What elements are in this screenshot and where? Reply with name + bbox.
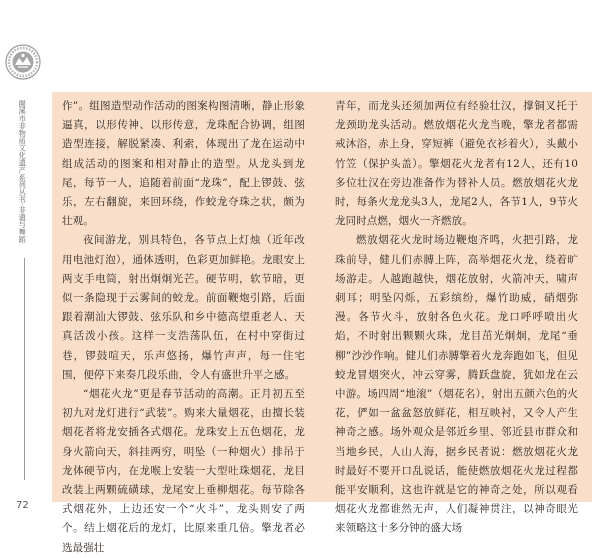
text-panel — [52, 92, 592, 554]
paragraph: 青年，而龙头还须加两位有经验壮汉，撑铜叉托于龙颈助龙头活动。燃放烟花火龙当晚，擎龙者都需戒沐浴，赤上身，穿短裤（避免衣衫着火），头戴小竹笠（保护头盖）。擎烟花火龙者有12人，还有10多位壮汉在旁边准备作为替补人员。燃放烟花火龙时，每条火龙龙头3人，龙尾2人，各节1人，9节火龙同时点燃，烟火一齐燃放。 — [335, 100, 578, 228]
paragraph: 燃放烟花火龙时场边鞭炮齐鸣，火把引路，龙珠前导，健儿们赤膊上阵，高举烟花火龙，绕着旷场游走。人越跑越快，烟花放射，火箭冲天，啸声刺耳；明坠闪烁，五彩缤纷，爆竹助威，硝烟弥漫。各节火斗，放射各色火花。龙口呼呼喷出火焰，不时射出颗颗火珠，龙目茁光炯炯，龙尾“垂柳”沙沙作响。健儿们赤膊擎着火龙奔跑如飞，但见蛟龙冒烟突火，冲云穿雾，腾跃盘旋，犹如龙在云中游。场四周“地滚”（烟花名），射出五颜六色的火花，俨如一盆盆怒放鲜花，相互映衬，又令人产生神奇之感。场外观众是邻近乡里、邻近县市群众和当地乡民，人山人海，据乡民者说：燃放烟花火龙时最好不要开口乱说话，能使燃放烟花火龙过程都能平安顺利，这也许就是它的神奇之处，所以观看烟花火龙都谁然无声，人们凝神贯注，以神奇眼光来领略这十多分钟的盛大场 — [335, 234, 578, 535]
paragraph: 作”。组图造型动作活动的图案构图清晰，静止形象逼真，以形传神、以形传意，龙珠配合协调，组图造型连接，解脱紧凑、利索，体现出了龙在运动中组成活动的图案和相对静止的造型。从龙头到龙尾，每节一人，追随着前面“龙珠”，配上锣鼓、弦乐，左右翻旋，来回环绕，作蛟龙夺珠之状，颇为壮观。 — [62, 100, 305, 228]
left-margin — [0, 0, 48, 544]
paragraph: 夜间游龙，别具特色，各节点上灯烛（近年改用电池灯泡），通体透明，色彩更加鲜艳。龙眼安上两支手电筒，射出炯炯光芒。硬节明，软节暗，更似一条隐现于云雾间的蛟龙。前面鞭炮引路，后面跟着潮汕大锣鼓、弦乐队和乡中德高望重老人、天真活泼小孩。这样一支浩荡队伍，在村中穿街过巷，锣鼓喧天，乐声悠扬，爆竹声声，每一住宅围，便停下来奏几段乐曲，令人有盛世升平之感。 — [62, 234, 305, 381]
right-column — [335, 97, 578, 539]
series-title: 閬溪市非物质文化遗产系列丛书·非遗与舞蹈 — [18, 100, 28, 244]
left-column — [62, 97, 305, 558]
page-number: 72 — [16, 500, 29, 511]
heritage-emblem-icon — [5, 44, 41, 80]
paragraph: “烟花火龙”更是春节活动的高潮。正月初五至初九对龙灯进行“武装”。购来大量烟花，由擅长装烟花者将龙安插各式烟花。龙珠安上五色烟花，龙身火箭向天，斜挂两穷，明坠（一种烟火）排吊于龙体硬节内，在龙喉上安装一大型吐珠烟花，龙目改装上两颗硫磺球，龙尾安上垂柳烟花。每节除各式烟花外，上边还安一个“火斗”，龙头则安了两个。结上烟花后的龙灯，比原来重几倍。擎龙者必选最强壮 — [62, 388, 305, 554]
margin-rule — [24, 258, 25, 480]
